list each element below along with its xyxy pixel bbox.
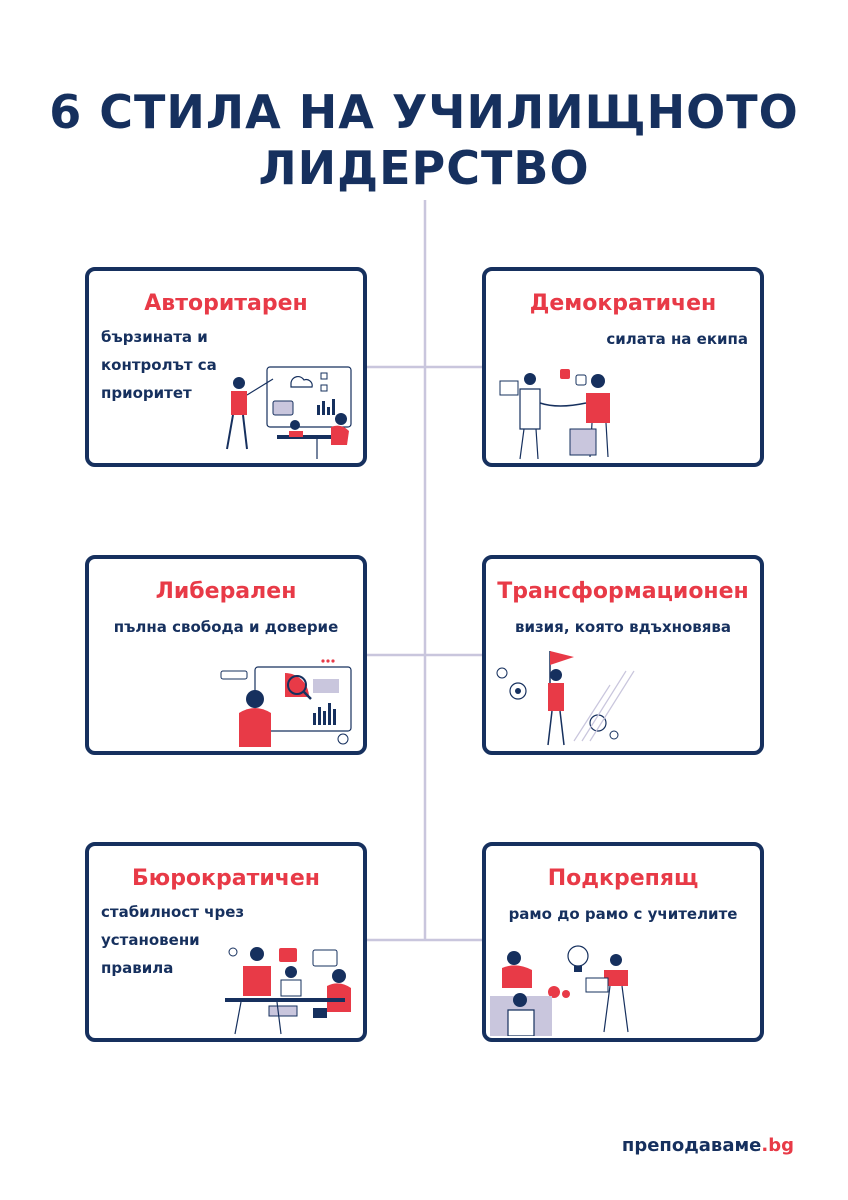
office-meeting-illustration — [217, 938, 359, 1036]
card-description-line: установени — [101, 931, 200, 949]
card-description-line: силата на екипа — [606, 330, 748, 348]
card-democratic — [482, 267, 764, 467]
card-description-line: приоритет — [101, 384, 192, 402]
page-title-line-2: ЛИДЕРСТВО — [258, 141, 590, 195]
card-description-line: правила — [101, 959, 174, 977]
card-authoritarian — [85, 267, 367, 467]
card-description — [101, 323, 217, 407]
card-supportive — [482, 842, 764, 1042]
card-description-line: стабилност чрез — [101, 903, 245, 921]
team-presentation-illustration — [217, 361, 359, 461]
card-description-line: рамо до рамо с учителите — [508, 905, 738, 923]
card-title: Авторитарен — [144, 291, 308, 316]
flag-growth-illustration — [490, 645, 640, 749]
card-liberal — [85, 555, 367, 755]
card-description — [486, 900, 760, 928]
card-title: Подкрепящ — [547, 866, 699, 891]
card-transformational — [482, 555, 764, 755]
brand-logo — [622, 1135, 794, 1156]
card-description — [606, 325, 748, 353]
analytics-dashboard-illustration — [215, 651, 359, 749]
card-description-line: пълна свобода и доверие — [113, 618, 339, 636]
brand-name: преподаваме — [621, 1135, 762, 1156]
card-bureaucratic — [85, 842, 367, 1042]
card-description-line: бързината и — [101, 328, 208, 346]
card-title: Либерален — [155, 579, 297, 604]
page-title-line-1: 6 СТИЛА НА УЧИЛИЩНОТО — [49, 85, 799, 139]
collaboration-illustration — [490, 938, 640, 1036]
card-description — [89, 613, 363, 641]
card-description-line: контролът са — [101, 356, 217, 374]
card-title: Демократичен — [529, 291, 717, 316]
handshake-illustration — [494, 363, 634, 461]
card-description-line: визия, която вдъхновява — [514, 618, 732, 636]
card-description — [486, 613, 760, 641]
card-title: Трансформационен — [497, 579, 749, 604]
card-title: Бюрократичен — [132, 866, 320, 891]
brand-tld: .bg — [761, 1135, 794, 1156]
